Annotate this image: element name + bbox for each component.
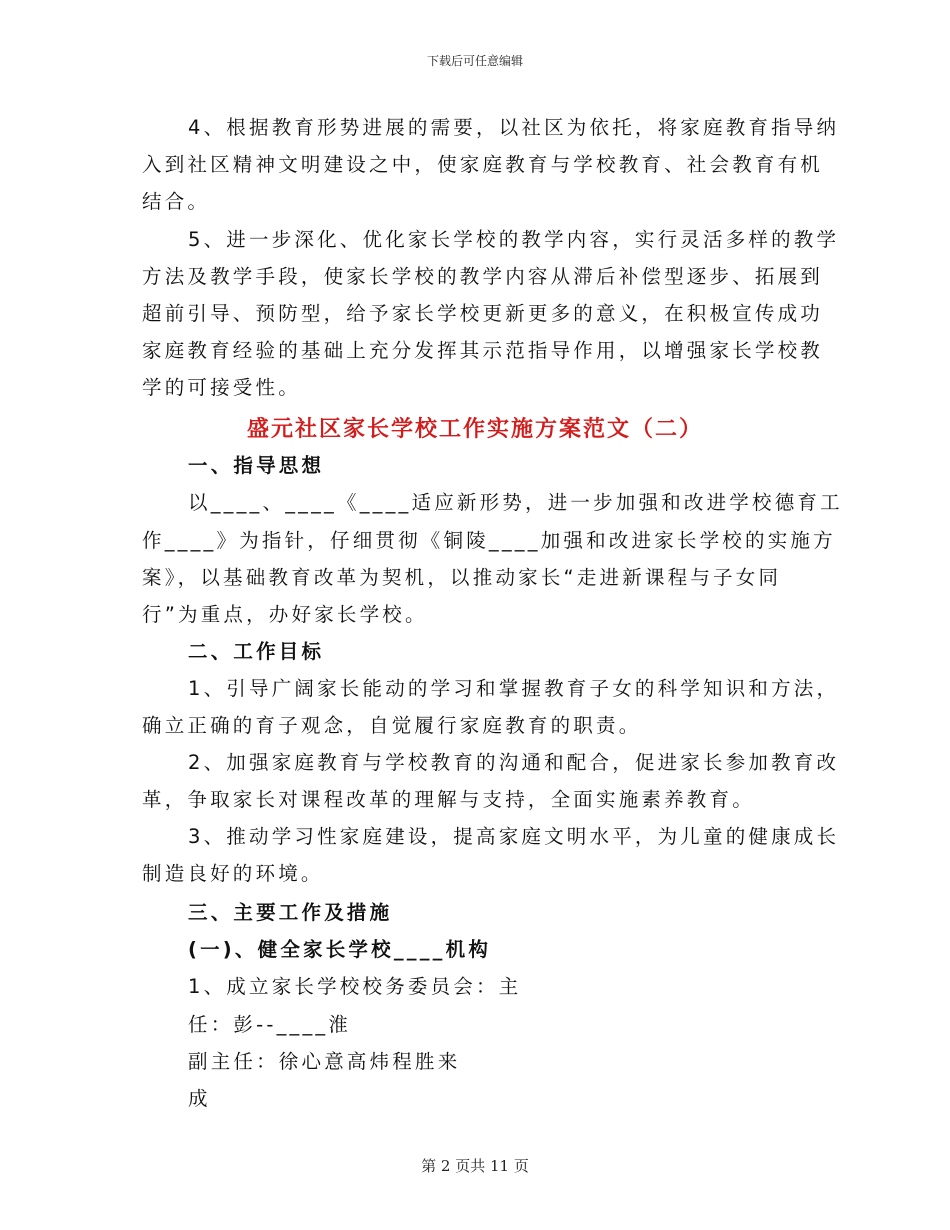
paragraph-5-line-1: 5、进一步深化、优化家长学校的教学内容，实行灵活多样的教学 <box>188 228 840 251</box>
goal-1-line-2: 确立正确的育子观念，自觉履行家庭教育的职责。 <box>142 714 642 737</box>
page-footer: 第 2 页共 11 页 <box>421 1157 529 1175</box>
section-3-heading: 三、主要工作及措施 <box>188 901 393 924</box>
section-1-line-3: 案》，以基础教育改革为契机，以推动家长“走进新课程与子女同 <box>142 566 782 589</box>
goal-1-line-1: 1、引导广阔家长能动的学习和掌握教育子女的科学知识和方法， <box>188 677 840 700</box>
committee-line-2: 任：彭--____淮 <box>188 1013 352 1036</box>
paragraph-4-line-3: 结合。 <box>142 190 211 213</box>
goal-3-line-1: 3、推动学习性家庭建设，提高家庭文明水平，为儿童的健康成长 <box>188 825 840 848</box>
paragraph-5-line-3: 超前引导、预防型，给予家长学校更新更多的意义，在积极宣传成功 <box>142 302 824 325</box>
section-1-line-1: 以____、____《____适应新形势，进一步加强和改进学校德育工 <box>188 491 843 514</box>
committee-line-1: 1、成立家长学校校务委员会：主 <box>188 975 522 998</box>
section-1-line-2: 作____》为指针，仔细贯彻《铜陵____加强和改进家长学校的实施方 <box>142 529 836 552</box>
paragraph-4-line-1: 4、根据教育形势进展的需要，以社区为依托，将家庭教育指导纳 <box>188 116 840 139</box>
committee-line-3: 副主任：徐心意高炜程胜来 <box>188 1050 461 1073</box>
goal-2-line-1: 2、加强家庭教育与学校教育的沟通和配合，促进家长参加教育改 <box>188 751 840 774</box>
document-title: 盛元社区家长学校工作实施方案范文（二） <box>246 417 703 442</box>
goal-2-line-2: 革，争取家长对课程改革的理解与支持，全面实施素养教育。 <box>142 788 755 811</box>
committee-line-4: 成 <box>188 1087 211 1110</box>
paragraph-5-line-2: 方法及教学手段，使家长学校的教学内容从滞后补偿型逐步、拓展到 <box>142 265 824 288</box>
section-1-line-4: 行”为重点，办好家长学校。 <box>142 603 428 626</box>
paragraph-5-line-4: 家庭教育经验的基础上充分发挥其示范指导作用，以增强家长学校教 <box>142 339 824 362</box>
section-1-heading: 一、指导思想 <box>188 454 325 477</box>
paragraph-4-line-2: 入到社区精神文明建设之中，使家庭教育与学校教育、社会教育有机 <box>142 153 824 176</box>
page-header: 下载后可任意编辑 <box>426 54 523 68</box>
section-2-heading: 二、工作目标 <box>188 640 325 663</box>
paragraph-5-line-5: 学的可接受性。 <box>142 376 301 399</box>
goal-3-line-2: 制造良好的环境。 <box>142 862 324 885</box>
section-3-subheading-1: (一)、健全家长学校____机构 <box>188 938 492 961</box>
